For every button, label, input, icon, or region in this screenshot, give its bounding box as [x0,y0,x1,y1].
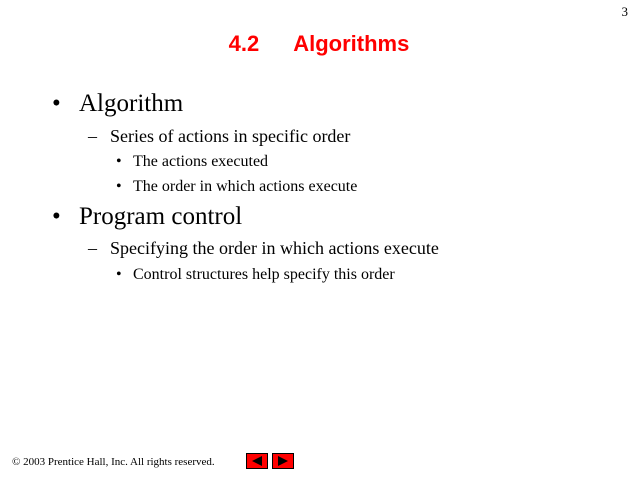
footer-copyright: © 2003 Prentice Hall, Inc. All rights reserved. [12,456,215,468]
bullet-text: Algorithm [79,90,184,117]
dash-marker: – [88,126,97,146]
title-text: Algorithms [293,31,410,56]
bullet-program-control [52,203,242,231]
bullet-marker: • [116,153,122,170]
slide-title [0,31,638,57]
page-number: 3 [621,4,628,19]
bullet-marker: • [52,203,61,230]
sub-bullet-specifying-order [88,238,439,259]
sub-sub-bullet-text: Control structures help specify this order [133,266,395,283]
previous-slide-button[interactable] [246,453,268,469]
bullet-marker: • [116,178,122,195]
next-slide-button[interactable] [272,453,294,469]
dash-marker: – [88,238,97,258]
bullet-marker: • [52,90,61,117]
sub-bullet-series-of-actions [88,126,350,147]
sub-sub-bullet-actions-executed [116,153,268,171]
title-number: 4.2 [228,31,260,56]
slide-navigation [246,453,294,469]
sub-bullet-text: Specifying the order in which actions execute [110,238,439,258]
left-triangle-icon [251,456,263,466]
sub-sub-bullet-text: The actions executed [133,153,269,170]
bullet-text: Program control [79,203,243,230]
bullet-marker: • [116,266,122,283]
sub-sub-bullet-control-structures [116,266,395,284]
sub-sub-bullet-text: The order in which actions execute [133,178,358,195]
sub-bullet-text: Series of actions in specific order [110,126,351,146]
sub-sub-bullet-order-executed [116,178,357,196]
right-triangle-icon [277,456,289,466]
bullet-algorithm [52,90,183,118]
